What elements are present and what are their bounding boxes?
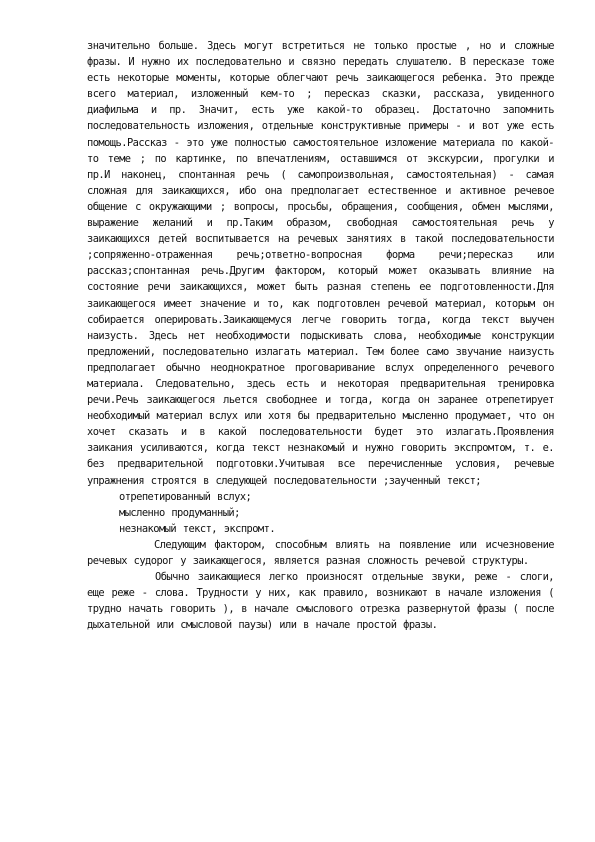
body-paragraph: Следующим фактором, способным влиять на появление или исчезновение речевых судорог у заикающегося, является разная сложность речевой структуры. — [87, 538, 554, 567]
list-item: отрепетированный вслух; — [119, 490, 252, 503]
body-paragraph: значительно больше. Здесь могут встретиться не только простые , но и сложные фразы. И нужно их последовательно и связно передать слушателю. В пересказе тоже есть некоторые моменты, которые облегчают речь заикающегося ребенка. Это прежде всего материал, изложенный кем-то ; пересказ сказки, рассказа, увиденного диафильма и пр. Значит, есть уже какой-то образец. Достаточно запомнить последовательность изложения, отдельные конструктивные примеры - и вот уже есть помощь.Рассказ - это уже полностью самостоятельное изложение материала по какой-то теме ; по картинке, по впечатлениям, оставшимся от экскурсии, прогулки и пр.И наконец, спонтанная речь ( самопроизвольная, самостоятельная) - самая сложная для заикающихся, ибо она предполагает естественное и активное речевое общение с окружающими ; вопросы, просьбы, обращения, сообщения, обмен мыслями, выражение желаний и пр.Таким образом, свободная самостоятельная речь у заикающихся детей воспитывается на речевых занятиях в такой последовательности ;сопряженно-отраженная речь;ответно-вопросная форма речи;пересказ или рассказ;спонтанная речь.Другим фактором, который может оказывать влияние на состояние речи заикающихся, может быть разная степень ее подготовленности.Для заикающегося имеет значение и то, как подготовлен речевой материал, которым он собирается оперировать.Заикающемуся легче говорить тогда, когда текст выучен наизусть. Здесь нет необходимости подыскивать слова, необходимые конструкции предложений, последовательно излагать материал. Тем более само звучание наизусть предполагает обычно неоднократное проговаривание вслух определенного речевого материала. Следовательно, здесь есть и некоторая предварительная тренировка речи.Речь заикающегося льется свободнее и тогда, когда он заранее отрепетирует необходимый материал вслух или хотя бы предварительно мысленно продумает, что он хочет сказать и в какой последовательности будет это излагать.Проявления заикания усиливаются, когда текст незнакомый и нужно говорить экспромтом, т. е. без предварительной подготовки.Учитывая все перечисленные условия, речевые упражнения строятся в следующей последовательности ;заученный текст; — [87, 40, 554, 487]
body-paragraph: Обычно заикающиеся легко произносят отдельные звуки, реже - слоги, еще реже - слова. Трудности у них, как правило, возникают в начале изложения ( трудно начать говорить ), в начале смыслового отрезка развернутой фразы ( после дыхательной или смысловой паузы) или в начале простой фразы. — [87, 571, 554, 632]
list-item: незнакомый текст, экспромт. — [119, 522, 276, 535]
speech-exercise-list — [87, 489, 554, 537]
document-body — [87, 38, 554, 633]
list-item: мысленно продуманный; — [119, 506, 240, 519]
